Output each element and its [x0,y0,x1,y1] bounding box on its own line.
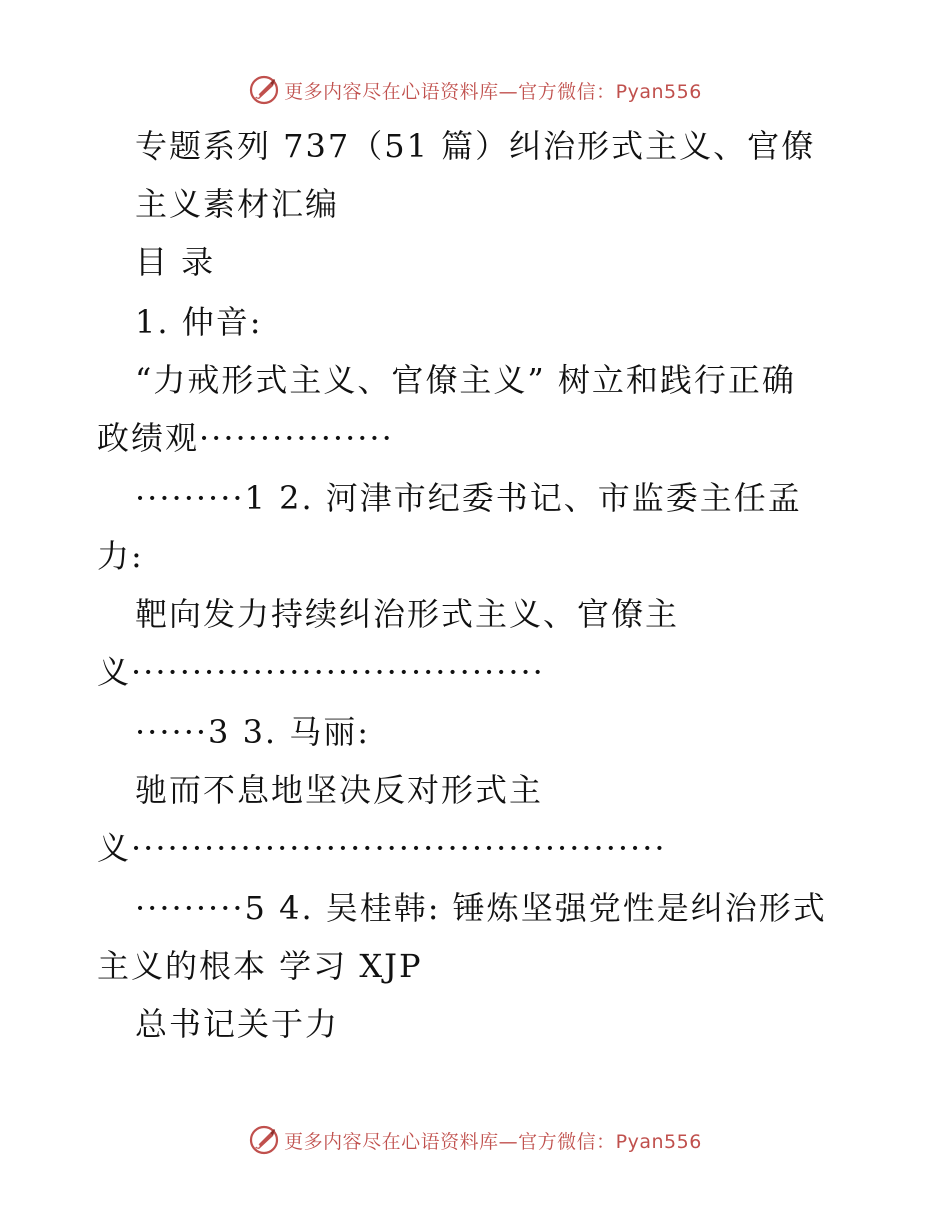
watermark-text: 更多内容尽在心语资料库—官方微信：Pyan556 [284,1130,702,1153]
doc-title-line-1: 专题系列 737（51 篇）纠治形式主义、官僚 [135,127,816,165]
toc-line: 总书记关于力 [135,1005,340,1043]
doc-title-line-2: 主义素材汇编 [135,185,340,223]
quill-logo-icon [248,74,280,106]
toc-line: 政绩观················ [97,419,394,457]
toc-heading: 目 录 [135,243,216,281]
header-watermark [0,70,950,110]
watermark-text: 更多内容尽在心语资料库—官方微信：Pyan556 [284,80,702,103]
toc-line: ······3 3. 马丽: [135,713,371,751]
toc-line: ·········5 4. 吴桂韩: 锤炼坚强党性是纠治形式 [135,889,827,927]
toc-line: 驰而不息地坚决反对形式主 [135,771,544,809]
toc-line: 主义的根本 学习 XJP [97,947,423,985]
toc-line: 力: [97,537,144,575]
toc-line: ·········1 2. 河津市纪委书记、市监委主任孟 [135,479,802,517]
footer-watermark [0,1120,950,1160]
toc-line: 靶向发力持续纠治形式主义、官僚主 [135,595,680,633]
toc-line: 1. 仲音: [135,303,263,341]
toc-line: 义············································ [97,829,667,867]
toc-line: “力戒形式主义、官僚主义” 树立和践行正确 [135,361,796,399]
quill-logo-icon [248,1124,280,1156]
toc-line: 义·································· [97,653,545,691]
